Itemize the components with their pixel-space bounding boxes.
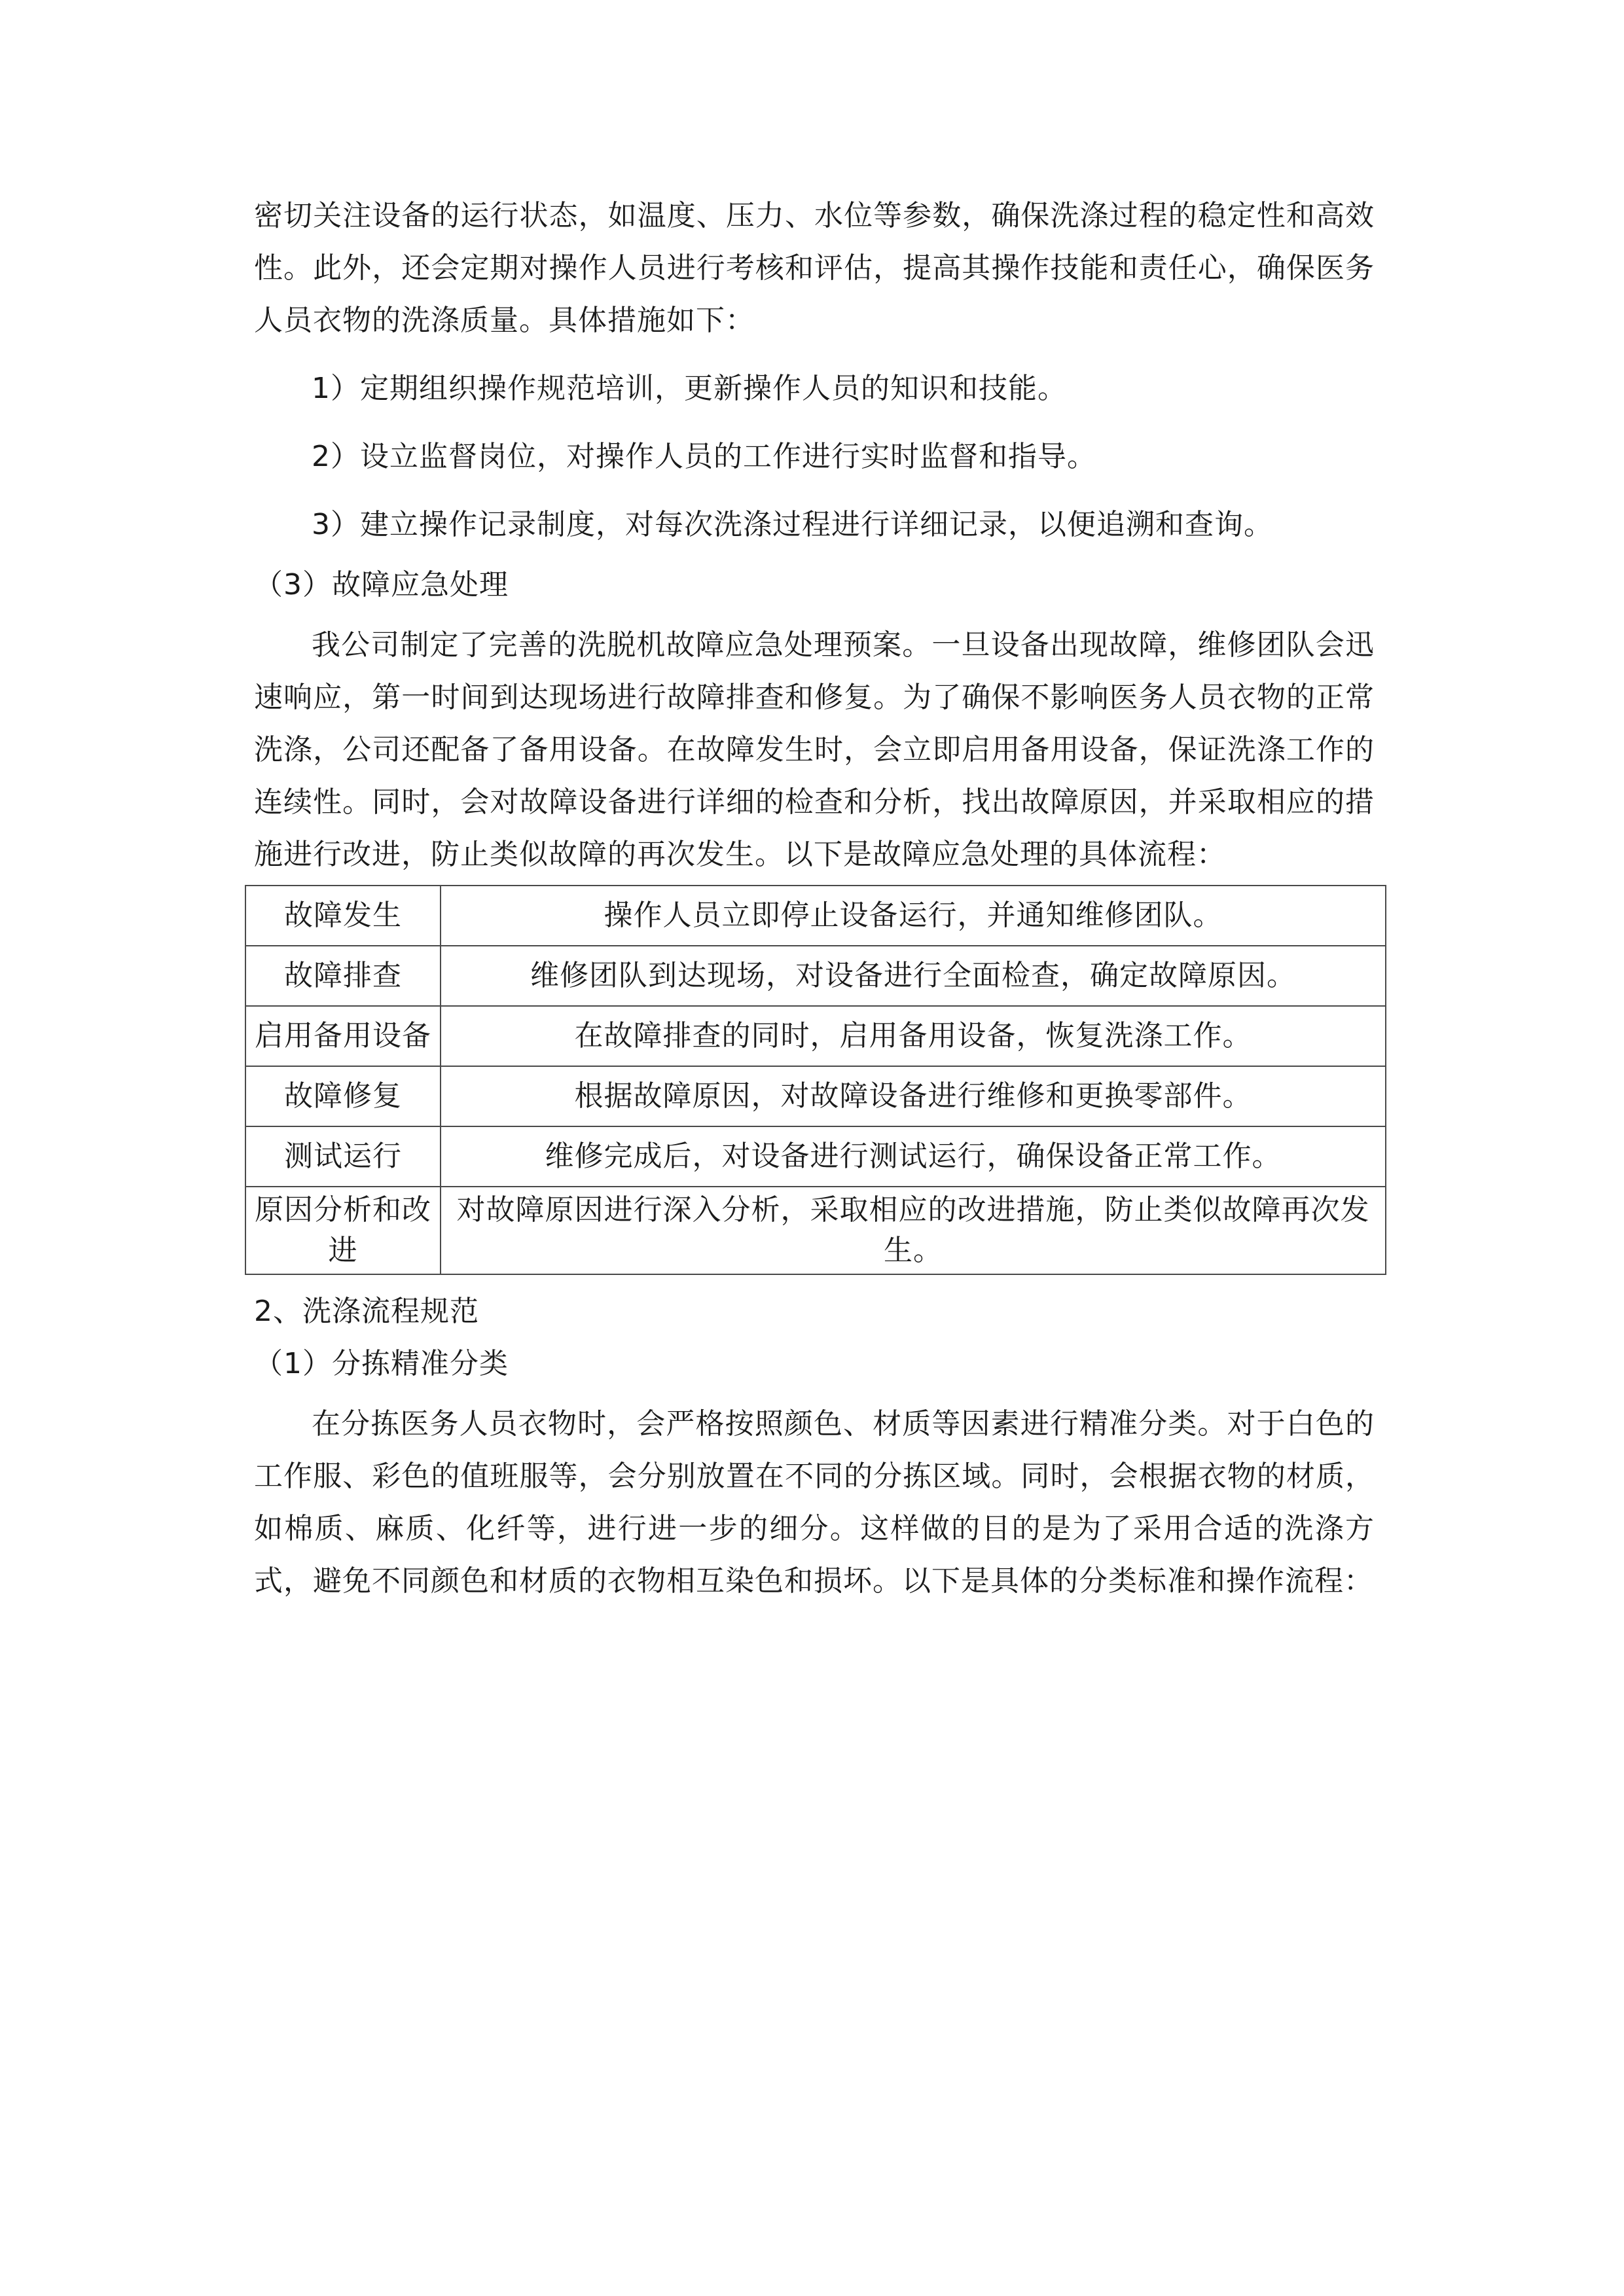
action-cell: 对故障原因进行深入分析，采取相应的改进措施，防止类似故障再次发生。 [441,1187,1386,1274]
section-3-paragraph: 我公司制定了完善的洗脱机故障应急处理预案。一旦设备出现故障，维修团队会迅速响应，第一时间到达现场进行故障排查和修复。为了确保不影响医务人员衣物的正常洗涤，公司还配备了备用设备。在故障发生时，会立即启用备用设备，保证洗涤工作的连续性。同时，会对故障设备进行详细的检查和分析，找出故障原因，并采取相应的措施进行改进，防止类似故障的再次发生。以下是故障应急处理的具体流程： [254,628,1375,871]
action-cell: 根据故障原因，对故障设备进行维修和更换零部件。 [441,1066,1386,1126]
document-body [254,190,1375,1607]
action-cell: 维修团队到达现场，对设备进行全面检查，确定故障原因。 [441,946,1386,1006]
step-cell: 故障修复 [245,1066,441,1126]
fault-flow-table [245,885,1386,1275]
measure-item-2: 2）设立监督岗位，对操作人员的工作进行实时监督和指导。 [312,440,1096,473]
intro-paragraph: 密切关注设备的运行状态，如温度、压力、水位等参数，确保洗涤过程的稳定性和高效性。此外，还会定期对操作人员进行考核和评估，提高其操作技能和责任心，确保医务人员衣物的洗涤质量。具体措施如下： [254,199,1375,337]
action-cell: 在故障排查的同时，启用备用设备，恢复洗涤工作。 [441,1006,1386,1066]
table-row [245,1066,1386,1126]
table-row [245,886,1386,946]
step-cell: 故障发生 [245,886,441,946]
action-cell: 操作人员立即停止设备运行，并通知维修团队。 [441,886,1386,946]
subsection-1-heading: （1）分拣精准分类 [254,1347,509,1380]
step-cell: 原因分析和改进 [245,1187,441,1274]
table-row [245,1006,1386,1066]
step-cell: 启用备用设备 [245,1006,441,1066]
measure-item-3: 3）建立操作记录制度，对每次洗涤过程进行详细记录，以便追溯和查询。 [312,508,1273,541]
step-cell: 测试运行 [245,1126,441,1187]
measure-item-1: 1）定期组织操作规范培训，更新操作人员的知识和技能。 [312,372,1067,405]
action-cell: 维修完成后，对设备进行测试运行，确保设备正常工作。 [441,1126,1386,1187]
section-3-heading: （3）故障应急处理 [254,568,509,601]
subsection-1-paragraph: 在分拣医务人员衣物时，会严格按照颜色、材质等因素进行精准分类。对于白色的工作服、彩色的值班服等，会分别放置在不同的分拣区域。同时，会根据衣物的材质，如棉质、麻质、化纤等，进行进一步的细分。这样做的目的是为了采用合适的洗涤方式，避免不同颜色和材质的衣物相互染色和损坏。以下是具体的分类标准和操作流程： [254,1407,1375,1598]
table-row [245,1126,1386,1187]
section-2-heading: 2、洗涤流程规范 [254,1295,479,1328]
table-row [245,946,1386,1006]
step-cell: 故障排查 [245,946,441,1006]
table-row [245,1187,1386,1274]
